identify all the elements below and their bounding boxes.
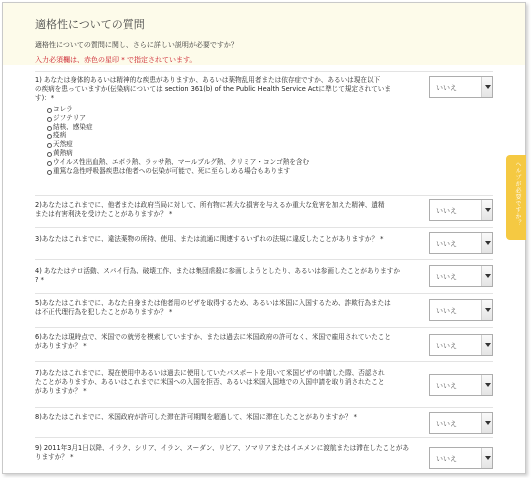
question-9	[35, 437, 493, 474]
question-8	[35, 407, 493, 437]
question-3-answer-select[interactable]	[429, 232, 493, 254]
question-1-answer-select[interactable]	[429, 76, 493, 98]
question-4-answer-select[interactable]	[429, 265, 493, 287]
question-1-line-1: 1) あなたは身体的あるいは精神的な疾患がありますか、あるいは薬物乱用者または依存症ですか、あるいは現在以下	[35, 76, 381, 84]
question-2-answer-select[interactable]	[429, 199, 493, 221]
select-value: いいえ	[436, 342, 457, 350]
question-1-line-2: の疾病を患っていますか(伝染病については section 361(b) of the Public Health Service Actに準じて規定されていま	[35, 85, 391, 93]
question-2-line-1: 2)あなたはこれまでに、他者または政府当局に対して、所有物に甚大な損害を与えるか重大な危害を加えた精神、遺精	[35, 201, 385, 209]
question-3	[35, 227, 493, 259]
list-item: 重篤な急性呼吸器疾患は他者への伝染が可能で、死に至らしめる場合もあります	[47, 167, 309, 176]
question-6-line-2: がありますか？ *	[35, 342, 87, 350]
select-value: いいえ	[436, 382, 457, 390]
chevron-down-icon[interactable]	[481, 77, 492, 97]
question-1	[35, 71, 493, 195]
select-value: いいえ	[436, 455, 457, 463]
chevron-down-icon[interactable]	[481, 413, 492, 433]
required-note: 入力必須欄は、赤色の星印 * で指定されています。	[35, 56, 197, 64]
select-value: いいえ	[436, 207, 457, 215]
select-value: いいえ	[436, 273, 457, 281]
question-7-line-1: 7)あなたはこれまでに、現在使用中あるいは過去に使用していたパスポートを用いて米国ビザの申請した際、否認され	[35, 369, 385, 377]
select-value: いいえ	[436, 307, 457, 315]
page-header	[3, 3, 525, 65]
question-5	[35, 293, 493, 327]
question-5-line-2: は不正代理行為を犯したことがありますか？ *	[35, 308, 173, 316]
chevron-down-icon[interactable]	[481, 448, 492, 468]
question-3-line-1: 3)あなたはこれまでに、違法薬物の所持、使用、または流通に関連するいずれの法規に違反したことがありますか？ *	[35, 235, 384, 243]
question-2-line-2: または有害利決を受けたことがありますか？ *	[35, 210, 173, 218]
select-value: いいえ	[436, 420, 457, 428]
question-7-line-3: がありますか？ *	[35, 387, 87, 395]
list-item: ジフテリア	[47, 114, 309, 123]
question-4	[35, 259, 493, 293]
list-item: 疫病	[47, 131, 309, 140]
disease-list	[47, 105, 309, 175]
question-8-line-1: 8)あなたはこれまでに、米国政府が許可した滞在許可期間を超過して、米国に滞在したことがありますか？ *	[35, 413, 357, 421]
question-6-answer-select[interactable]	[429, 334, 493, 356]
chevron-down-icon[interactable]	[481, 200, 492, 220]
question-7-answer-select[interactable]	[429, 374, 493, 396]
question-6-line-1: 6)あなたは現時点で、米国での就労を模索していますか、または過去に米国政府の許可なく、米国で雇用されていたこと	[35, 333, 391, 341]
question-9-answer-select[interactable]	[429, 447, 493, 469]
help-link[interactable]: 適格性についての質問に関し、さらに詳しい説明が必要ですか？	[35, 41, 238, 49]
question-8-answer-select[interactable]	[429, 412, 493, 434]
question-4-line-2: ? *	[35, 276, 44, 284]
page-frame	[2, 2, 526, 474]
list-item: 黄熱病	[47, 149, 309, 158]
select-value: いいえ	[436, 240, 457, 248]
chevron-down-icon[interactable]	[481, 233, 492, 253]
list-item: 天然痘	[47, 140, 309, 149]
help-side-tab-label: ヘルプが必要ですか？	[514, 161, 521, 226]
list-item: 結核、感染症	[47, 123, 309, 132]
select-value: いいえ	[436, 84, 457, 92]
question-1-line-3: す)：*	[35, 94, 55, 102]
question-9-line-2: りますか？ *	[35, 453, 74, 461]
question-7-line-2: たことがありますか、あるいはこれまでに米国への入国を拒否、あるいは米国入国地での入国申請を取り消されたこと	[35, 378, 385, 386]
question-4-line-1: 4) あなたはテロ活動、スパイ行為、破壊工作、または集団虐殺に参画しようとしたり、あるいは参画したことがありますか	[35, 267, 400, 275]
question-7	[35, 361, 493, 407]
question-6	[35, 327, 493, 361]
list-item: コレラ	[47, 105, 309, 114]
chevron-down-icon[interactable]	[481, 266, 492, 286]
chevron-down-icon[interactable]	[481, 375, 492, 395]
question-5-line-1: 5)あなたはこれまでに、あなた自身または他者用のビザを取得するため、あるいは米国に入国するため、詐欺行為または	[35, 299, 391, 307]
question-2	[35, 195, 493, 227]
help-side-tab[interactable]	[506, 155, 526, 240]
question-9-line-1: 9) 2011年3月1日以降、イラク、シリア、イラン、スーダン、リビア、ソマリアまたはイエメンに渡航または滞在したことがあ	[35, 444, 410, 452]
question-5-answer-select[interactable]	[429, 299, 493, 321]
chevron-down-icon[interactable]	[481, 335, 492, 355]
page-title: 適格性についての質問	[35, 18, 145, 31]
chevron-down-icon[interactable]	[481, 300, 492, 320]
list-item: ウイルス性出血熱、エボラ熱、ラッサ熱、マールブルグ熱、クリミア・コンゴ熱を含む	[47, 158, 309, 167]
